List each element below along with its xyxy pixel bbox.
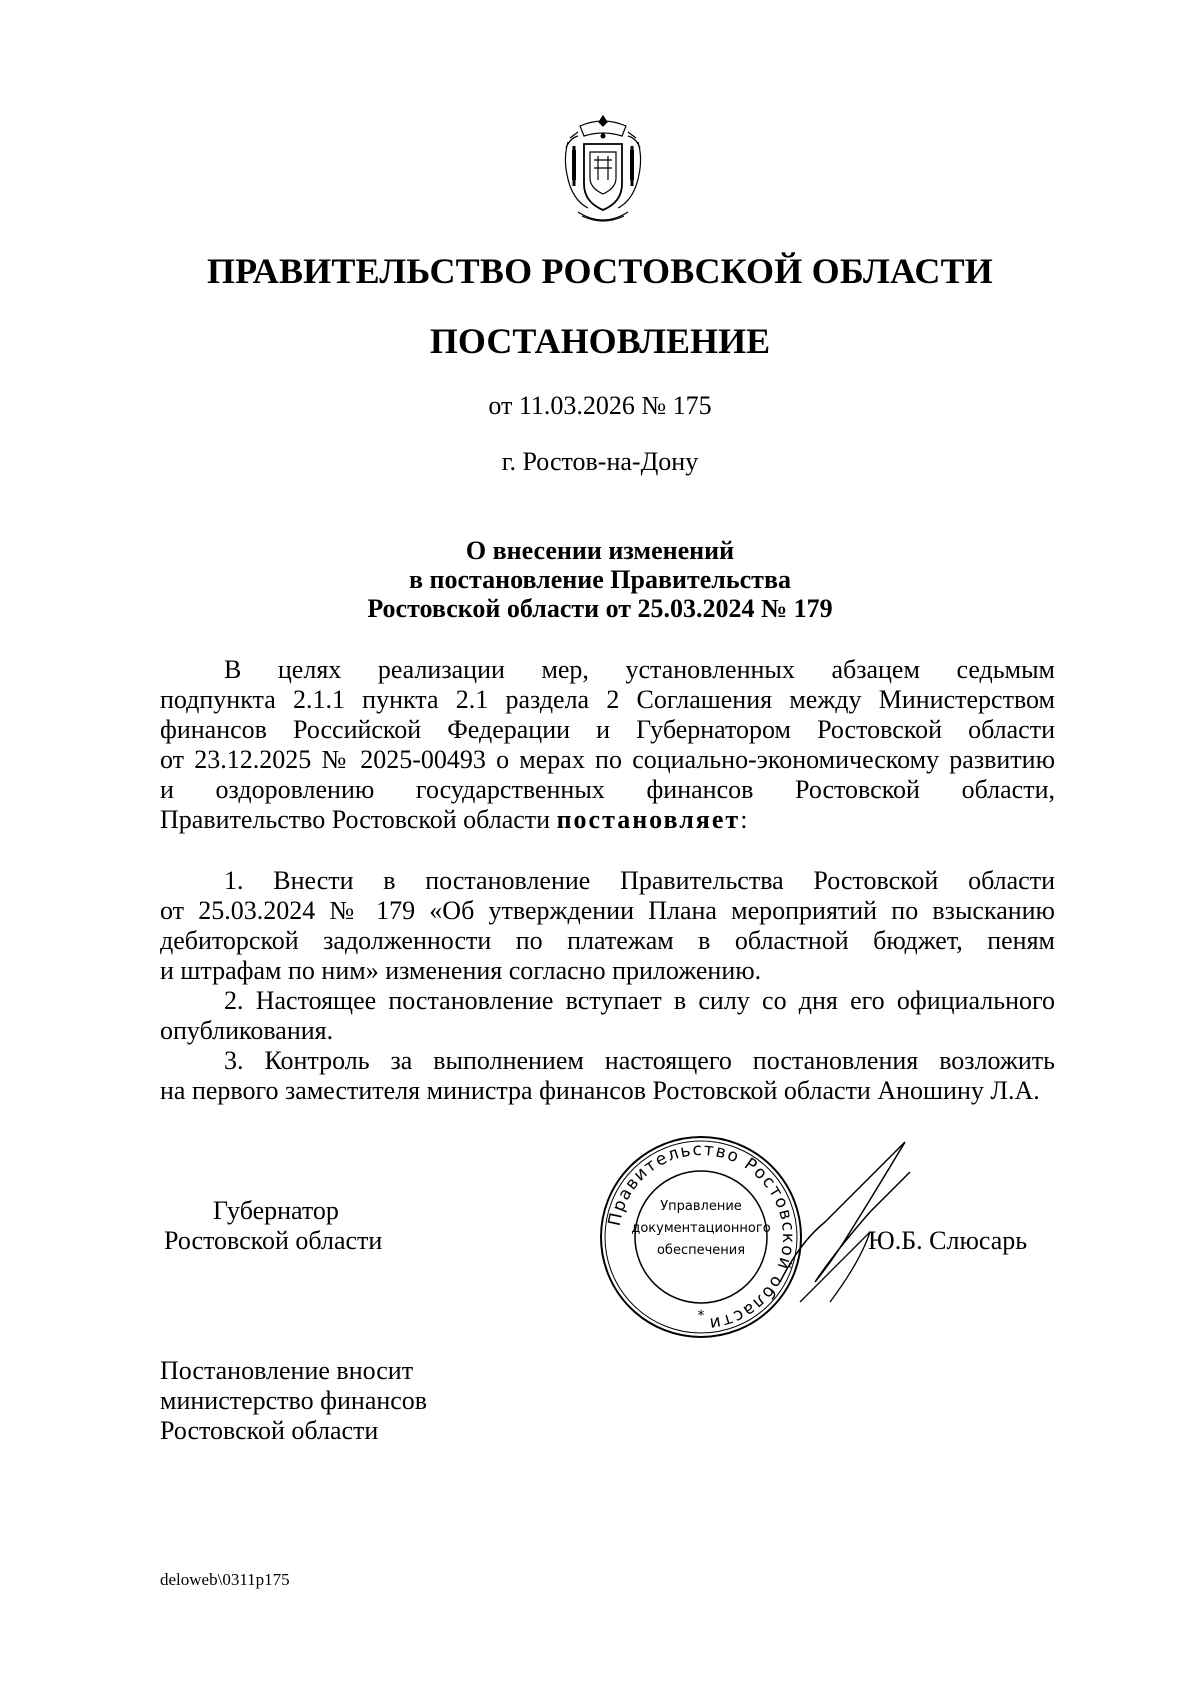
signer-title-line: Губернатор [213,1196,339,1225]
introducer-line: Ростовской области [160,1416,379,1445]
subject-line: О внесении изменений [465,536,735,565]
preamble-text: Правительство Ростовской области [160,805,557,834]
item-line: дебиторской задолженности по платежам в областной бюджет, пеням [160,926,1055,955]
document-type-heading: ПОСТАНОВЛЕНИЕ [429,321,771,361]
item-line: и штрафам по ним» изменения согласно приложению. [160,956,762,985]
preamble-line [160,805,1055,834]
item-line: опубликования. [160,1016,334,1045]
preamble-line: финансов Российской Федерации и Губернатором Ростовской области [160,715,1055,744]
seal-center-line: документационного [631,1221,771,1236]
seal-center-line: обеспечения [656,1243,746,1258]
item-line: 2. Настоящее постановление вступает в силу со дня его официального [224,986,1055,1015]
seal-star: * [697,1308,705,1324]
preamble-line: В целях реализации мер, установленных абзацем седьмым [224,655,1055,684]
document-subject [0,536,1200,623]
item-line: на первого заместителя министра финансов Ростовской области Аношину Л.А. [160,1076,1040,1105]
preamble-colon: : [740,805,748,834]
document-reference-code: deloweb\0311p175 [160,1570,290,1589]
seal-center-line: Управление [660,1199,742,1214]
document-date-number: от 11.03.2026 № 175 [488,391,712,420]
item-line: 3. Контроль за выполнением настоящего постановления возложить [224,1046,1055,1075]
preamble-line: и оздоровлению государственных финансов Ростовской области, [160,775,1055,804]
coat-of-arms-emblem [560,112,646,230]
introducer-line: министерство финансов [160,1386,428,1415]
document-city: г. Ростов-на-Дону [501,447,699,476]
signer-name: Ю.Б. Слюсарь [868,1226,1028,1255]
item-line: от 25.03.2024 № 179 «Об утверждении Плана мероприятий по взысканию [160,896,1055,925]
introducer-line: Постановление вносит [160,1356,414,1385]
seal-ring-text: Правительство Ростовской области [604,1139,799,1334]
subject-line: в постановление Правительства [408,565,791,594]
signer-title-line: Ростовской области [164,1226,383,1255]
government-name-heading: ПРАВИТЕЛЬСТВО РОСТОВСКОЙ ОБЛАСТИ [206,251,994,291]
item-line: 1. Внести в постановление Правительства Ростовской области [224,866,1055,895]
preamble-line: подпункта 2.1.1 пункта 2.1 раздела 2 Соглашения между Министерством [160,685,1055,714]
subject-line: Ростовской области от 25.03.2024 № 179 [367,594,833,623]
resolves-keyword: постановляет [556,805,741,834]
preamble-line: от 23.12.2025 № 2025-00493 о мерах по социально-экономическому развитию [160,745,1055,774]
